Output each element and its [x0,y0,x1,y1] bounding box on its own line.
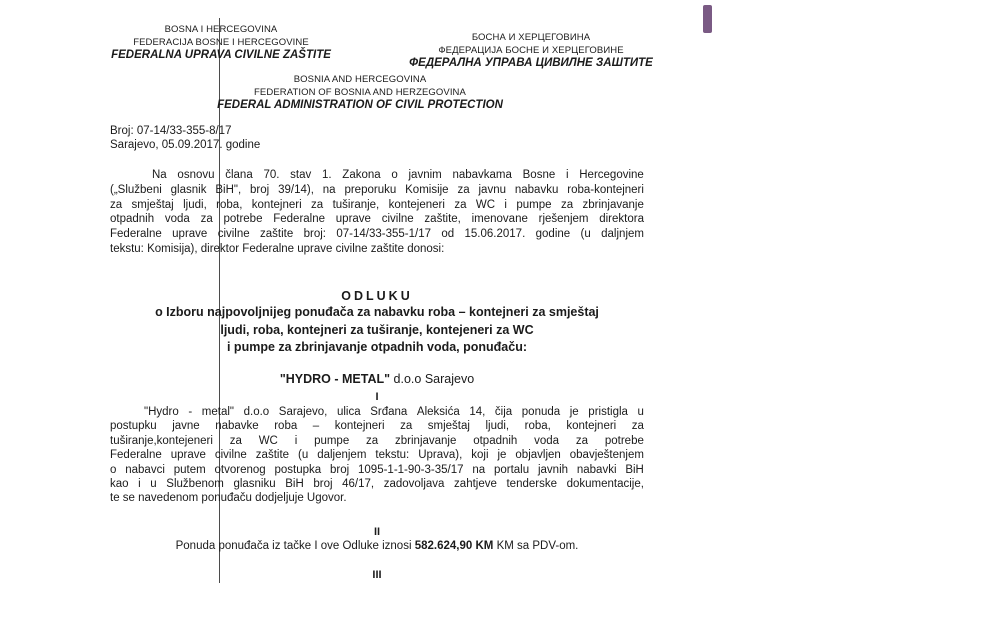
paragraph-line: tekstu: Komisija), direktor Federalne uprave civilne zaštite donosi: [110,242,445,255]
header-english-agency: FEDERAL ADMINISTRATION OF CIVIL PROTECTION [217,99,503,111]
selected-bidder [110,372,644,386]
company-name: "HYDRO - METAL" [279,372,391,386]
header-latin-federation: FEDERACIJA BOSNE I HERCEGOVINE [133,37,309,48]
section-3-numeral: III [372,569,382,581]
section-1-paragraph [110,405,644,506]
offer-text-before: Ponuda ponuđača iz tačke I ove Odluke iznosi [175,540,412,552]
header-latin [90,23,352,62]
reference-place-date: Sarajevo, 05.09.2017. godine [110,139,261,151]
header-latin-agency: FEDERALNA UPRAVA CIVILNE ZAŠTITE [111,49,331,61]
scan-edge-mark [703,5,712,33]
subject-line: ljudi, roba, kontejneri za tuširanje, kontejeneri za WC [220,322,534,337]
subject-line: o Izboru najpovoljnijeg ponuđača za nabavku roba – kontejneri za smještaj [155,305,599,319]
subject-line: i pumpe za zbrinjavanje otpadnih voda, ponuđaču: [226,340,528,354]
paragraph-line: "Hydro - metal" d.o.o Sarajevo, ulica Srđana Aleksića 14, čija ponuda je pristigla u [144,406,644,418]
section-2-numeral: II [373,526,381,538]
paragraph-line: Na osnovu člana 70. stav 1. Zakona o javnim nabavkama Bosne i Hercegovine [152,169,644,181]
paragraph-line: za smještaj ljudi, roba, kontejneri za tuširanje, kontejeneri za WC i pumpe za zbrinjavanje [110,198,644,211]
header-cyrillic-federation: ФЕДЕРАЦИЈА БОСНЕ И ХЕРЦЕГОВИНЕ [438,45,624,56]
section-1-numeral: I [375,391,379,403]
paragraph-line: te se navedenom ponuđaču dodjeljuje Ugovor. [110,492,347,505]
header-english-country: BOSNIA AND HERCEGOVINA [293,74,427,85]
paragraph-line: tuširanje,kontejeneri za WC i pumpe za zbrinjavanje otpadnih voda za potrebe [110,434,644,447]
paragraph-line: Federalne uprave civilne zaštite (u daljenjem tekstu: Uprava), koji je objavljen obavještenjem [110,449,644,462]
paragraph-line: Federalne uprave civilne zaštite broj: 07-14/33-355-1/17 od 15.06.2017. godine (u daljnjem [110,228,644,241]
paragraph-line: otpadnih voda za potrebe Federalne uprave civilne zaštite, imenovane rješenjem direktora [110,213,644,226]
reference-number: Broj: 07-14/33-355-8/17 [110,125,232,137]
header-cyrillic-agency: ФЕДЕРАЛНА УПРАВА ЦИВИЛНЕ ЗАШТИТЕ [409,57,653,69]
paragraph-line: kao i u Službenom glasniku BiH broj 46/17, zadovoljava zahtjeve tenderske dokumentacije, [110,478,644,491]
company-suffix: d.o.o Sarajevo [393,372,475,386]
header-english-federation: FEDERATION OF BOSNIA AND HERZEGOVINA [254,87,466,98]
header-cyrillic-country: БОСНА И ХЕРЦЕГОВИНА [471,32,591,43]
document-reference [110,124,260,152]
decision-title: ODLUKU [341,289,413,303]
decision-subject [110,304,644,357]
header-english [210,73,510,112]
header-cyrillic [406,31,656,70]
section-2-offer [110,540,644,552]
paragraph-line: („Službeni glasnik BiH", broj 39/14), na preporuku Komisije za javnu nabavku roba-kontejneri [110,183,644,196]
offer-amount: 582.624,90 KM [414,540,494,552]
intro-paragraph [110,168,644,257]
offer-text-after: KM sa PDV-om. [496,540,579,552]
paragraph-line: postupku javne nabavke roba – kontejneri za smještaj ljudi, roba, kontejneri za [110,420,644,433]
paragraph-line: o nabavci putem otvorenog postupka broj 1095-1-1-90-3-35/17 na portalu javnih nabavki BiH [110,463,644,476]
header-latin-country: BOSNA I HERCEGOVINA [164,24,278,35]
